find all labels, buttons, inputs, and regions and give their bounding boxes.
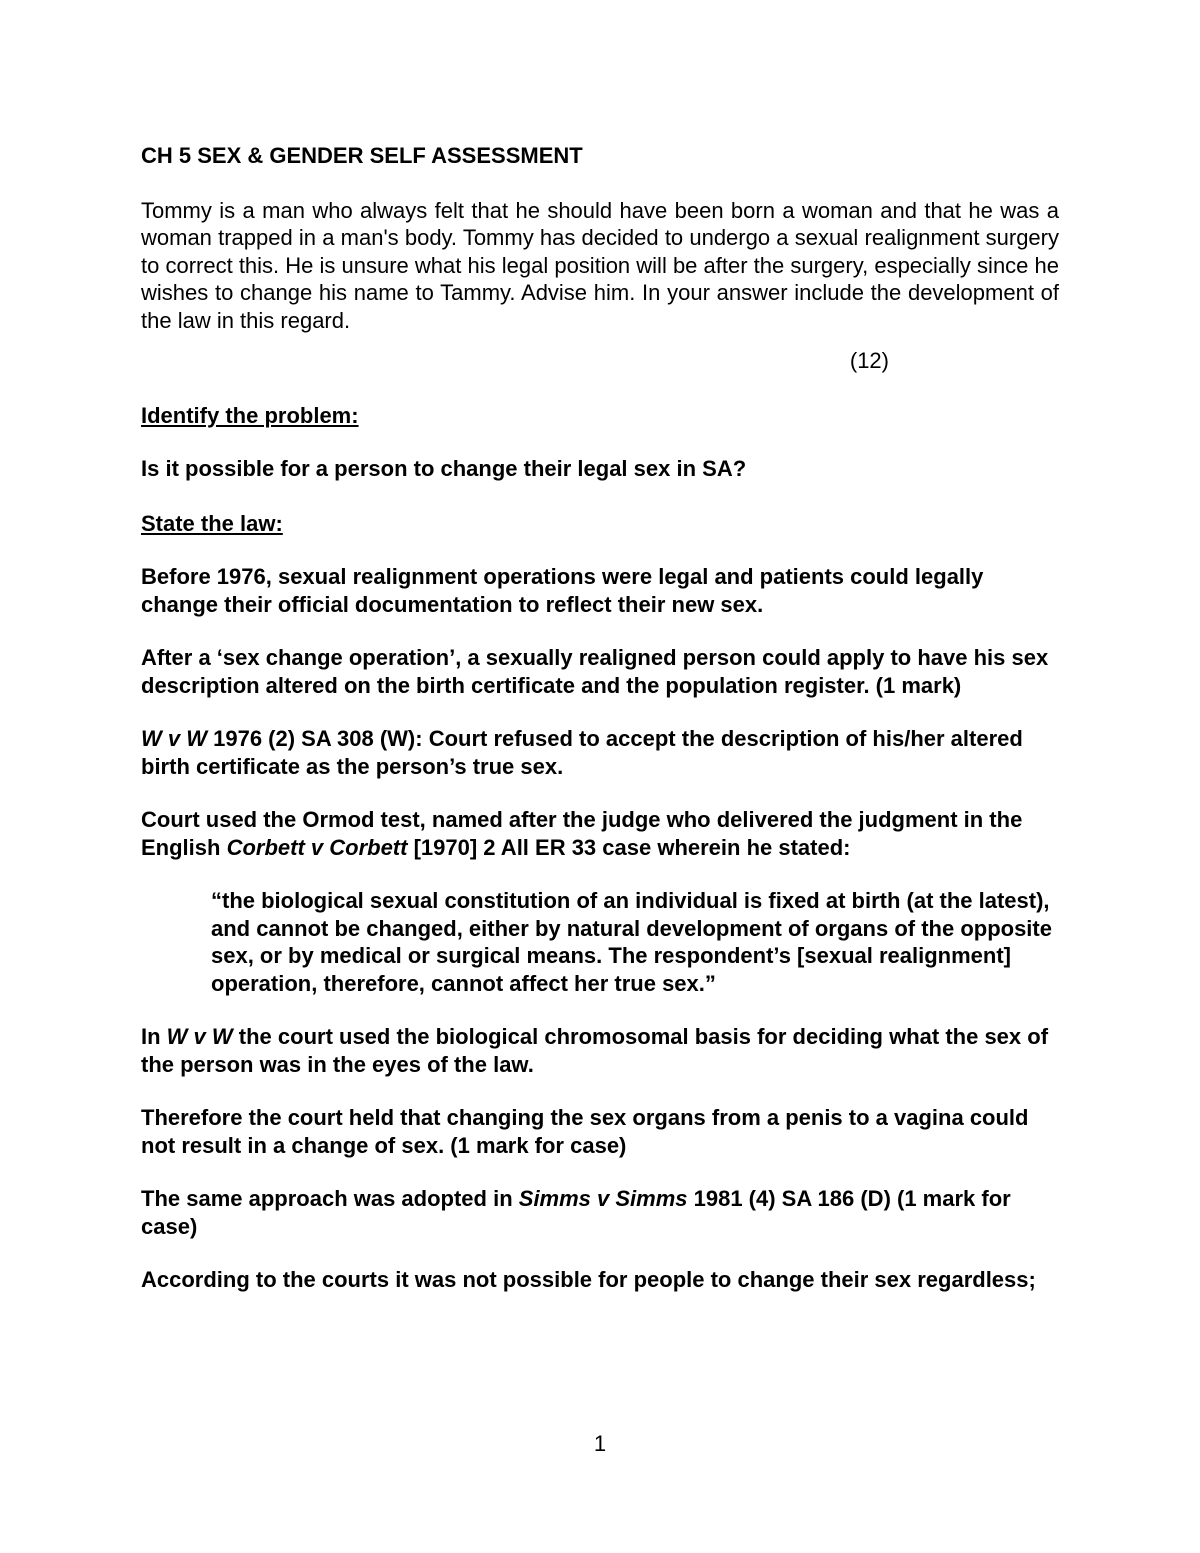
paragraph-w-v-w — [141, 725, 1059, 780]
paragraph-simms — [141, 1185, 1059, 1240]
page-number: 1 — [593, 1431, 607, 1456]
paragraph-ormod-test — [141, 806, 1059, 861]
identify-problem-heading: Identify the problem: — [141, 402, 359, 428]
ormod-text-before: Court used the Ormod test, named after the judge who delivered the judgment in the English — [141, 807, 1023, 860]
paragraph-according: According to the courts it was not possible for people to change their sex regardless; — [141, 1267, 1036, 1292]
problem-statement: Is it possible for a person to change their legal sex in SA? — [141, 456, 747, 481]
document-page — [141, 142, 1059, 1294]
simms-before: The same approach was adopted in — [141, 1186, 519, 1211]
paragraph-in-w-v-w — [141, 1023, 1059, 1078]
paragraph-before-1976: Before 1976, sexual realignment operations were legal and patients could legally change their official documentation to reflect their new sex. — [141, 564, 984, 617]
case-name-corbett: Corbett v Corbett — [226, 834, 408, 860]
case-name-simms: Simms v Simms — [518, 1186, 688, 1211]
paragraph-therefore: Therefore the court held that changing the sex organs from a penis to a vagina could not result in a change of sex. (1 mark for case) — [141, 1105, 1029, 1158]
simms-after: 1981 (4) SA 186 (D) (1 mark for case) — [141, 1186, 1011, 1239]
case-name-w-v-w: W v W — [141, 726, 207, 751]
in-w-v-w-after: the court used the biological chromosomal basis for deciding what the sex of the person was in the eyes of the law. — [141, 1024, 1049, 1077]
in-w-v-w-before: In — [141, 1024, 167, 1049]
w-v-w-text: 1976 (2) SA 308 (W): Court refused to accept the description of his/her altered birth certificate as the person’s true sex. — [141, 726, 1023, 779]
ormod-quote: “the biological sexual constitution of an individual is fixed at birth (at the latest), and cannot be changed, either by natural development of organs of the opposite sex, or by medical or surgical means. The respondent’s [sexual realignment] operation, therefore, cannot affect her true sex.” — [211, 888, 1052, 996]
case-name-w-v-w-2: W v W — [166, 1024, 233, 1049]
marks-label: (12) — [849, 348, 889, 373]
question-text: Tommy is a man who always felt that he should have been born a woman and that he was a woman trapped in a man's body. Tommy has decided to undergo a sexual realignment surgery to correct this. He is unsure what his legal position will be after the surgery, especially since he wishes to change his name to Tammy. Advise him. In your answer include the development of the law in this regard. — [141, 197, 1059, 333]
ormod-text-after: [1970] 2 All ER 33 case wherein he stated: — [407, 834, 851, 860]
paragraph-after-operation: After a ‘sex change operation’, a sexually realigned person could apply to have his sex description altered on the birth certificate and the population register. (1 mark) — [141, 645, 1049, 698]
state-law-heading: State the law: — [141, 510, 283, 536]
document-title: CH 5 SEX & GENDER SELF ASSESSMENT — [141, 143, 583, 168]
